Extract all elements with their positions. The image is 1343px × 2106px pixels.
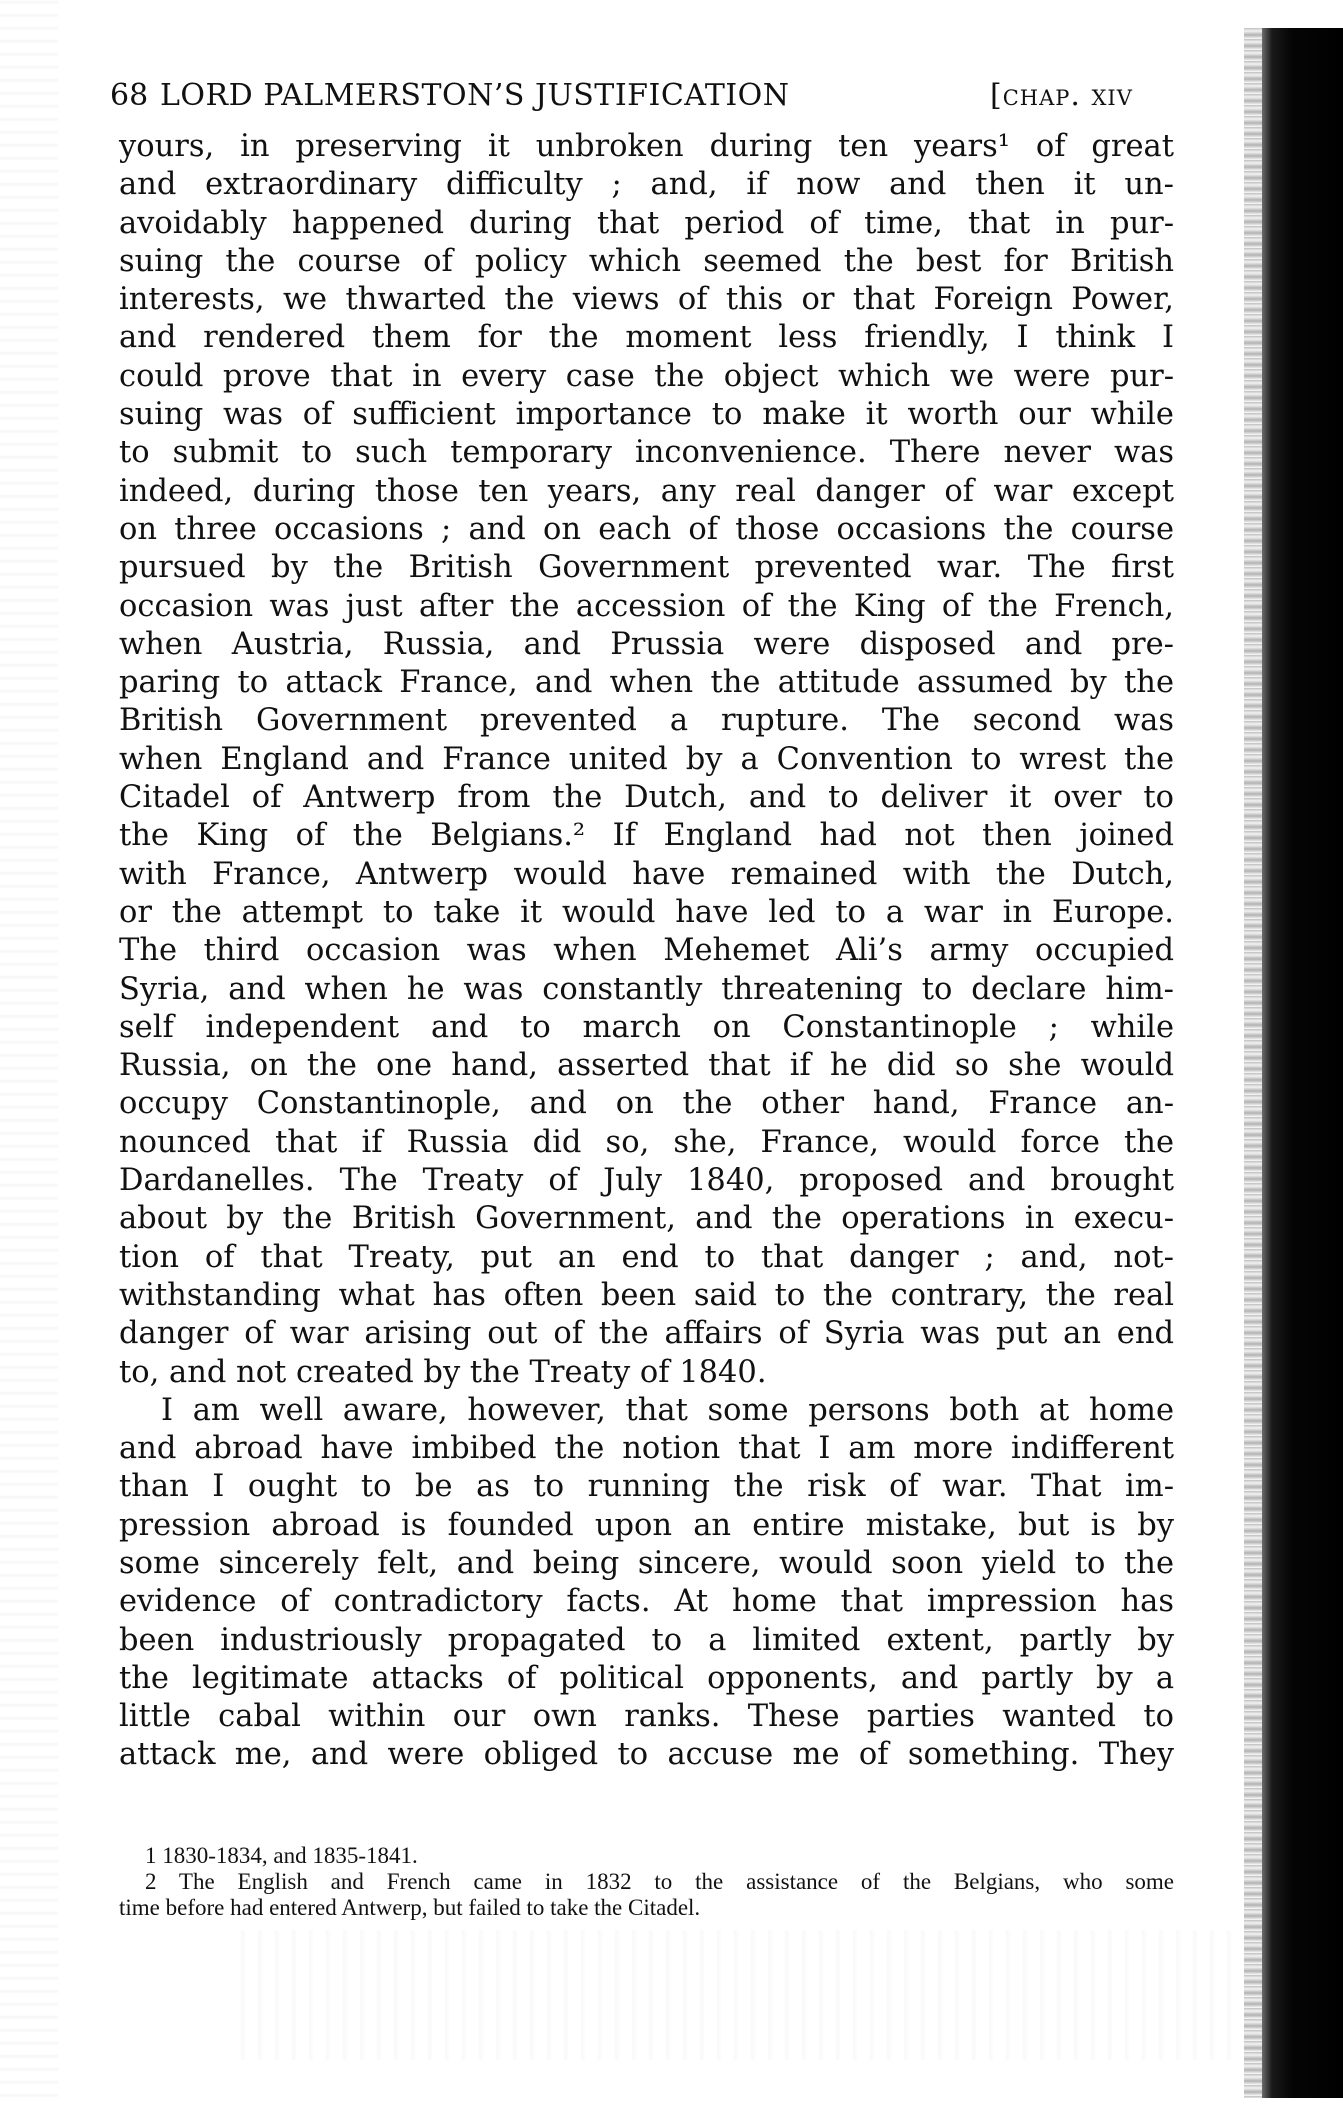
text-line: Citadel of Antwerp from the Dutch, and to deliver it over to — [119, 780, 1174, 816]
text-line: yours, in preserving it unbroken during ten years¹ of great — [119, 129, 1174, 164]
text-line: pursued by the British Government prevented war. The first — [119, 550, 1174, 586]
text-line: could prove that in every case the object which we were pur- — [119, 358, 1174, 394]
text-line: avoidably happened during that period of time, that in pur- — [119, 205, 1174, 241]
text-line: evidence of contradictory facts. At home that impression has — [119, 1584, 1174, 1620]
text-line: when Austria, Russia, and Prussia were disposed and pre- — [119, 626, 1174, 662]
body-text — [119, 128, 1174, 1775]
text-line: and rendered them for the moment less friendly, I think I — [119, 320, 1174, 356]
text-line: and abroad have imbibed the notion that I am more indifferent — [119, 1431, 1174, 1467]
text-line: the legitimate attacks of political opponents, and partly by a — [119, 1660, 1174, 1696]
text-line: some sincerely felt, and being sincere, would soon yield to the — [119, 1545, 1174, 1581]
text-line: danger of war arising out of the affairs of Syria was put an end — [119, 1316, 1174, 1352]
text-line: when England and France united by a Convention to wrest the — [119, 741, 1174, 777]
text-line: the King of the Belgians.² If England had not then joined — [119, 818, 1174, 854]
paragraph-end-line: to, and not created by the Treaty of 1840. — [119, 1354, 767, 1390]
text-line: on three occasions ; and on each of those occasions the course — [119, 511, 1174, 547]
footnote-1: 1 1830-1834, and 1835-1841. — [145, 1843, 418, 1868]
text-line: paring to attack France, and when the attitude assumed by the — [119, 665, 1174, 701]
text-line: little cabal within our own ranks. These parties wanted to — [119, 1699, 1174, 1735]
text-line: The third occasion was when Mehemet Ali’s army occupied — [119, 933, 1174, 969]
footnote-2: 2 The English and French came in 1832 to the assistance of the Belgians, who some — [145, 1869, 1174, 1894]
text-line: occupy Constantinople, and on the other hand, France an- — [119, 1086, 1174, 1122]
text-line: than I ought to be as to running the risk of war. That im- — [119, 1469, 1174, 1505]
footnote-2-continuation: time before had entered Antwerp, but failed to take the Citadel. — [119, 1895, 701, 1920]
scan-bottom-noise — [240, 1930, 1240, 2060]
text-line: or the attempt to take it would have led to a war in Europe. — [119, 894, 1174, 930]
text-line: British Government prevented a rupture. The second was — [119, 703, 1174, 739]
text-line: self independent and to march on Constantinople ; while — [119, 1009, 1174, 1045]
text-line: nounced that if Russia did so, she, France, would force the — [119, 1124, 1174, 1160]
text-line: indeed, during those ten years, any real danger of war except — [119, 473, 1174, 509]
text-line: tion of that Treaty, put an end to that danger ; and, not- — [119, 1239, 1174, 1275]
text-line: been industriously propagated to a limited extent, partly by — [119, 1622, 1174, 1658]
text-line: interests, we thwarted the views of this or that Foreign Power, — [119, 282, 1174, 318]
chapter-marker: [chap. xiv — [990, 78, 1133, 113]
text-line: Russia, on the one hand, asserted that if he did so she would — [119, 1048, 1174, 1084]
text-line: with France, Antwerp would have remained with the Dutch, — [119, 856, 1174, 892]
scan-binding-shadow — [1262, 28, 1343, 2098]
page-number: 68 — [110, 78, 149, 113]
text-line: withstanding what has often been said to the contrary, the real — [119, 1277, 1174, 1313]
text-line: suing was of sufficient importance to make it worth our while — [119, 397, 1174, 433]
text-line: occasion was just after the accession of the King of the French, — [119, 588, 1174, 624]
text-line: about by the British Government, and the operations in execu- — [119, 1201, 1174, 1237]
text-line: Syria, and when he was constantly threatening to declare him- — [119, 971, 1174, 1007]
text-line: to submit to such temporary inconvenience. There never was — [119, 435, 1174, 471]
running-title: LORD PALMERSTON’S JUSTIFICATION — [160, 78, 790, 113]
text-line: pression abroad is founded upon an entire mistake, but is by — [119, 1507, 1174, 1543]
text-line: suing the course of policy which seemed the best for British — [119, 243, 1174, 279]
running-header — [110, 72, 1180, 120]
scan-left-edge-noise — [0, 0, 58, 2106]
paragraph-start-line: I am well aware, however, that some persons both at home — [161, 1392, 1174, 1428]
text-line: and extraordinary difficulty ; and, if now and then it un- — [119, 167, 1174, 203]
text-line: Dardanelles. The Treaty of July 1840, proposed and brought — [119, 1163, 1174, 1199]
text-line: attack me, and were obliged to accuse me of something. They — [119, 1737, 1174, 1773]
footnotes — [119, 1843, 1174, 1921]
